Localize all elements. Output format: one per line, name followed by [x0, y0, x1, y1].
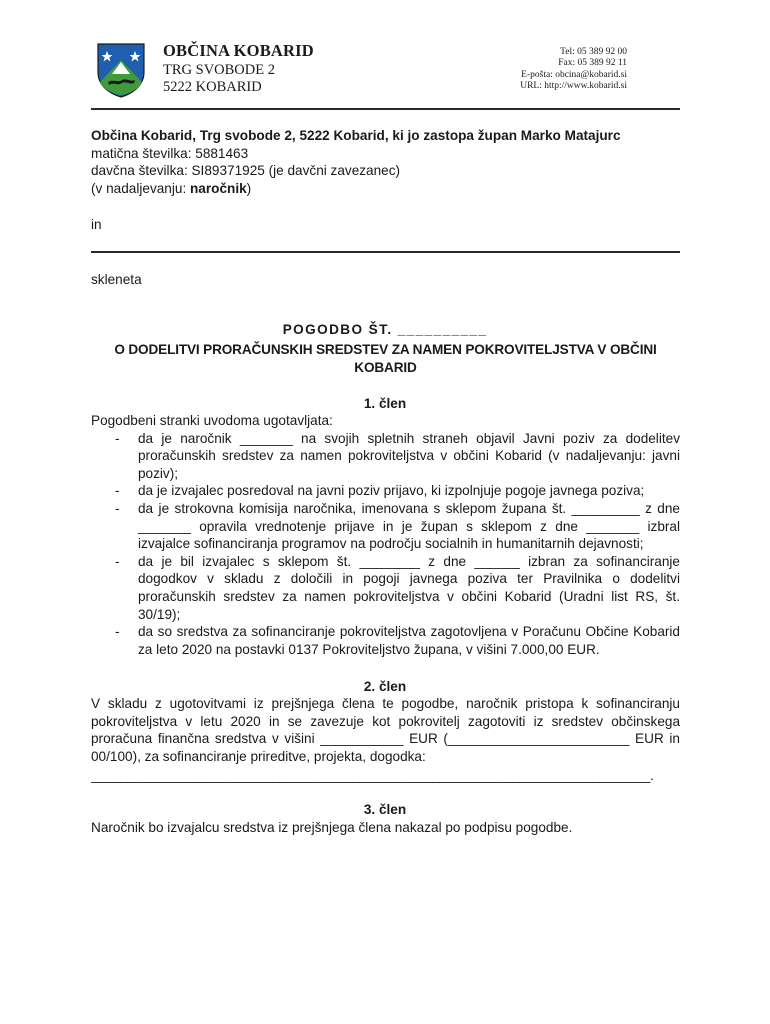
article-1-intro: Pogodbeni stranki uvodoma ugotavljata: [91, 413, 333, 428]
article-2-text: V skladu z ugotovitvami iz prejšnjega člena te pogodbe, naročnik pristopa k sofinanciranju pokroviteljstva v letu 2020 in se zavezuje kot pokrovitelj zagotoviti iz sredstev občinskega proračuna finančna sredstva v višini ___________ EUR (________________________ EUR in 00/100), za sofinanciranje prireditve, projekta, dogodka: [91, 696, 680, 764]
municipality-street: TRG SVOBODE 2 [163, 61, 275, 78]
contact-email: E-pošta: obcina@kobarid.si [521, 69, 627, 80]
municipality-coat-of-arms [96, 42, 146, 98]
party-name-line: Občina Kobarid, Trg svobode 2, 5222 Kobarid, ki jo zastopa župan Marko Matajurc [91, 128, 621, 143]
list-item: - da je naročnik _______ na svojih spletnih straneh objavil Javni poziv za dodelitev proračunskih sredstev za namen pokroviteljstva v občini Kobarid (v nadaljevanju: javni poziv); [91, 430, 680, 483]
list-item: - da je strokovna komisija naročnika, imenovana s sklepom župana št. _________ z dne _______ opravila vrednotenje prijave in je župan s sklepom z dne _______ izbral izvajalce sofinanciranja programov na področju socialnih in humanitarnih dejavnosti; [91, 500, 680, 553]
list-item: - da je bil izvajalec s sklepom št. ________ z dne ______ izbran za sofinanciranje dogodkov v skladu z določili in pogoji javnega poziva ter Pravilnika o dodelitvi proračunskih sredstev za namen pokroviteljstva v občini Kobarid (Uradni list RS, št. 30/19); [91, 553, 680, 623]
article-3-heading: 3. člen [363, 802, 407, 817]
party-role-name: naročnik [190, 181, 247, 196]
header-divider [91, 108, 680, 110]
party-role: (v nadaljevanju: naročnik) [91, 181, 252, 196]
contact-info [520, 47, 627, 92]
municipality-letterhead [163, 43, 314, 95]
article-3-text: Naročnik bo izvajalcu sredstva iz prejšnjega člena nakazal po podpisu pogodbe. [91, 820, 573, 835]
municipality-city: 5222 KOBARID [163, 79, 262, 95]
article-1-list [91, 430, 680, 659]
party-registration-number: matična številka: 5881463 [91, 146, 249, 161]
contact-url: URL: http://www.kobarid.si [520, 80, 627, 91]
contract-title: POGODBO ŠT. __________ [282, 322, 488, 337]
article-1-body [91, 412, 680, 658]
municipality-name: OBČINA KOBARID [163, 41, 314, 60]
list-item: - da so sredstva za sofinanciranje pokroviteljstva zagotovljena v Poračunu Občine Kobarid za leto 2020 na postavki 0137 Pokroviteljstvo župana, v višini 7.000,00 EUR. [91, 623, 680, 658]
contractor-signature-line [91, 251, 680, 253]
skleneta-text: skleneta [91, 272, 142, 287]
article-1-heading: 1. člen [363, 396, 407, 411]
contract-subtitle: O DODELITVI PRORAČUNSKIH SREDSTEV ZA NAMEN POKROVITELJSTVA V OBČINI KOBARID [114, 342, 657, 375]
article-3-body [91, 819, 680, 837]
party-tax-number: davčna številka: SI89371925 (je davčni zavezanec) [91, 163, 401, 178]
contact-fax: Fax: 05 389 92 11 [558, 58, 627, 69]
article-2-body [91, 695, 680, 785]
article-2-heading: 2. člen [363, 679, 407, 694]
article-2-blank-line: _____________________________________________________________________________. [91, 768, 654, 784]
contact-tel: Tel: 05 389 92 00 [560, 47, 627, 57]
conjunction-in: in [91, 217, 102, 232]
list-item: - da je izvajalec posredoval na javni poziv prijavo, ki izpolnjuje pogoje javnega poziva; [91, 482, 680, 500]
